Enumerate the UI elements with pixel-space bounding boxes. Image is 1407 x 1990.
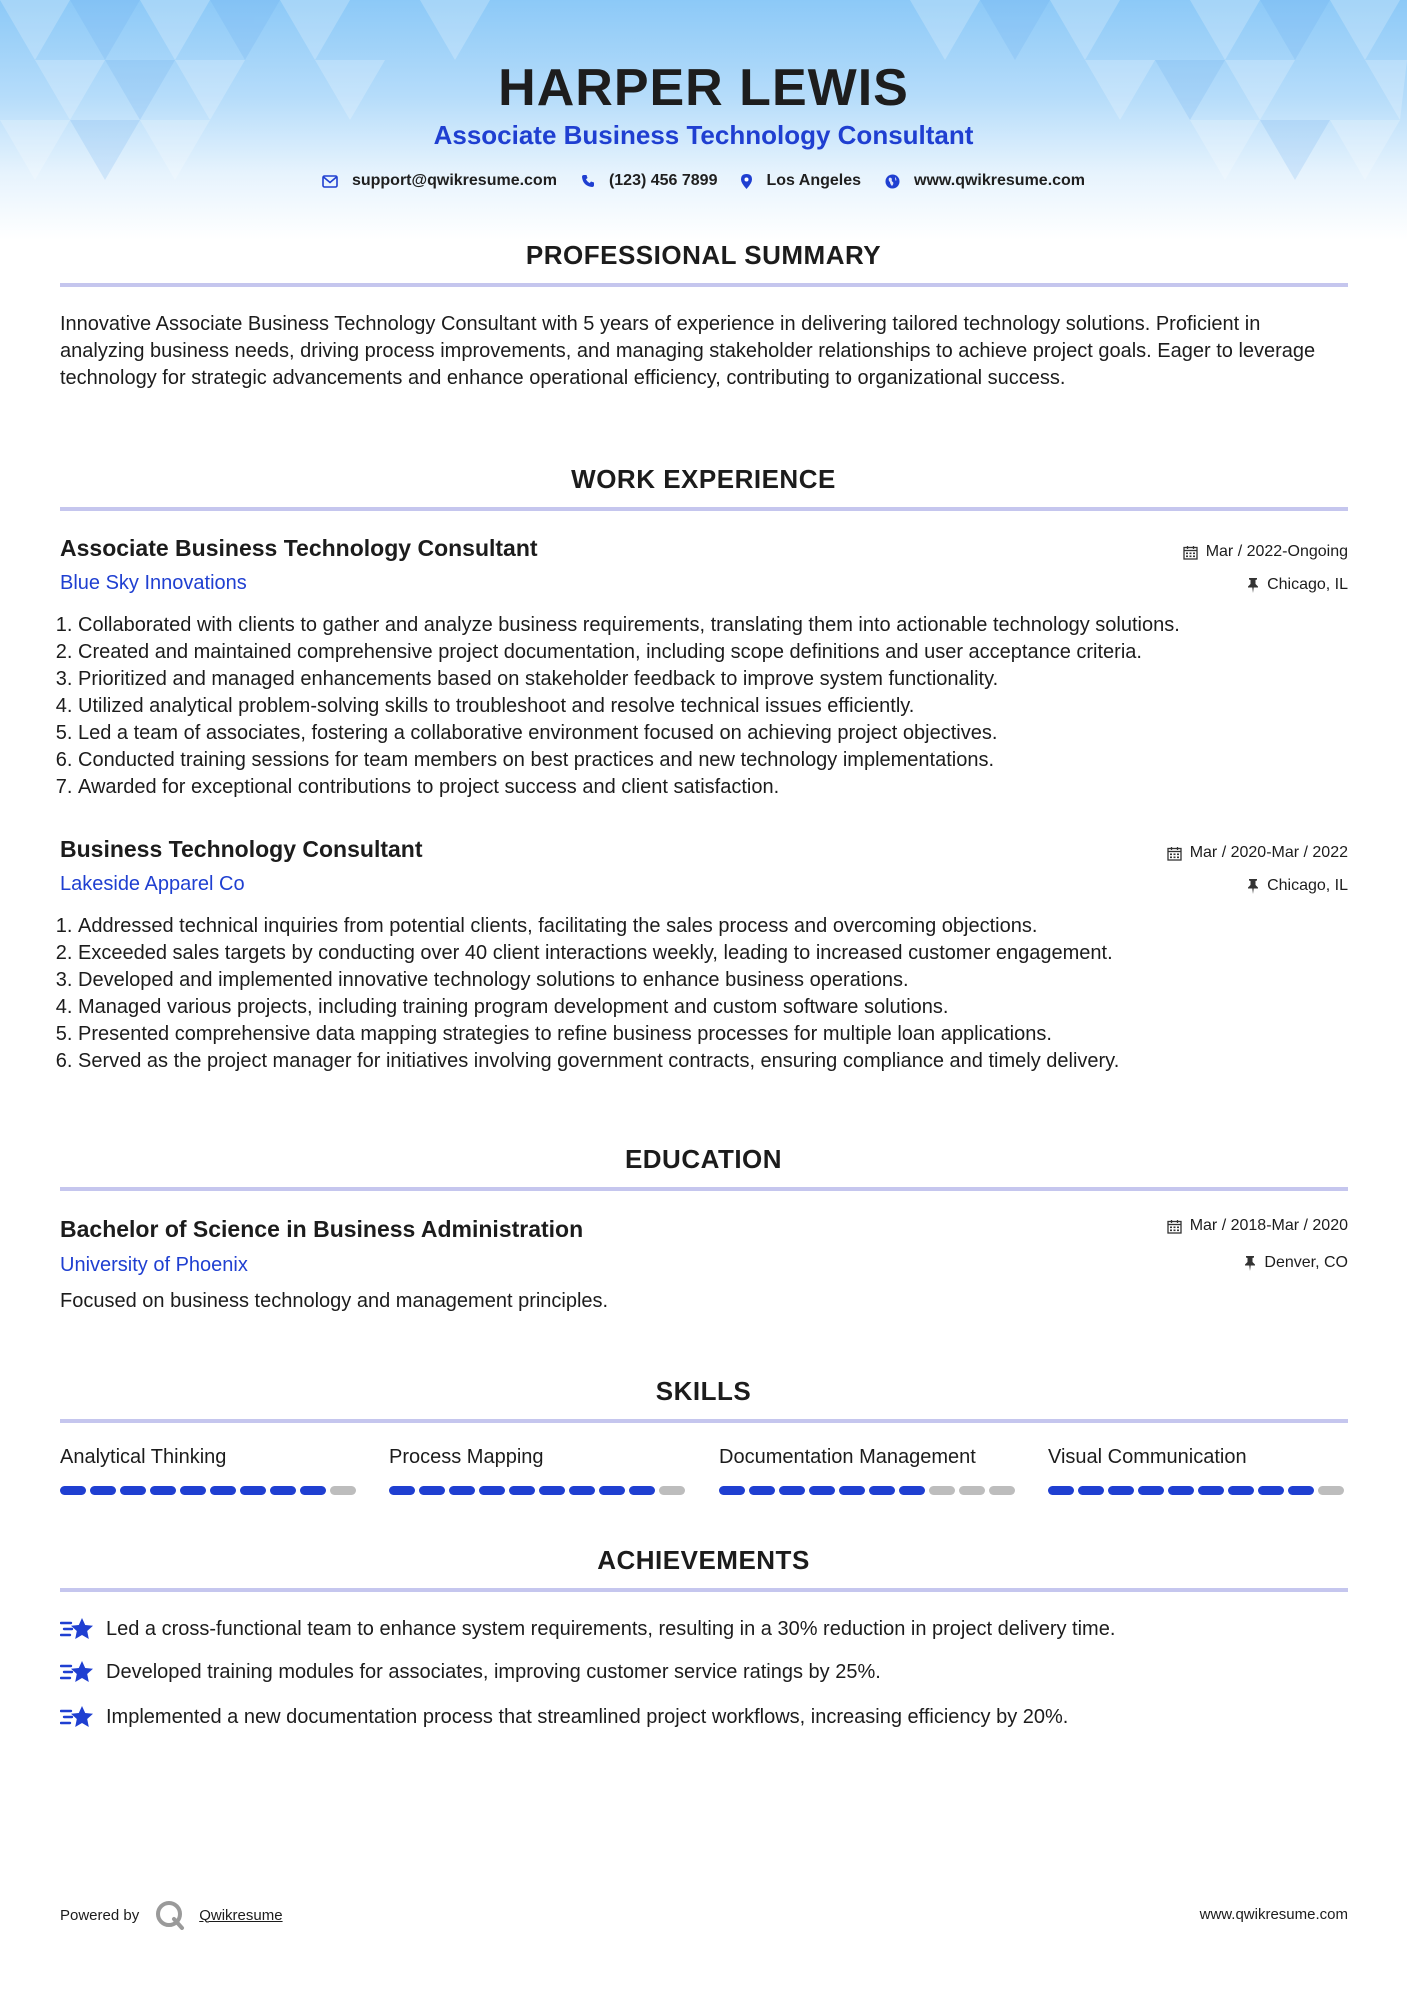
skill-item	[1048, 1446, 1348, 1495]
rating-dot-empty	[959, 1486, 985, 1495]
job-location-text: Chicago, IL	[1267, 877, 1348, 894]
rating-dot-filled	[479, 1486, 505, 1495]
skill-rating	[1048, 1486, 1348, 1495]
rating-dot-filled	[1168, 1486, 1194, 1495]
list-item: 4. Utilized analytical problem-solving skills to troubleshoot and resolve technical issues efficiently.	[78, 693, 1378, 720]
skills-divider	[60, 1419, 1348, 1423]
rating-dot-filled	[150, 1486, 176, 1495]
candidate-name: HARPER LEWIS	[498, 59, 909, 117]
map-pin-icon	[741, 174, 752, 189]
degree-title: Bachelor of Science in Business Administration	[60, 1216, 584, 1242]
list-item: 1. Addressed technical inquiries from potential clients, facilitating the sales process and overcoming objections.	[78, 913, 1378, 940]
rating-dot-filled	[899, 1486, 925, 1495]
job-location-text: Chicago, IL	[1267, 576, 1348, 593]
qwikresume-logo-icon	[155, 1900, 185, 1930]
list-item: 7. Awarded for exceptional contributions to project success and client satisfaction.	[78, 774, 1378, 801]
footer-website[interactable]: www.qwikresume.com	[1199, 1906, 1348, 1923]
contact-location-text: Los Angeles	[766, 172, 862, 189]
education-description: Focused on business technology and management principles.	[60, 1290, 609, 1312]
job-location	[1247, 576, 1348, 594]
rating-dot-filled	[1048, 1486, 1074, 1495]
phone-icon	[581, 174, 595, 188]
job-bullet-list	[54, 612, 1378, 801]
contact-phone-text: (123) 456 7899	[608, 172, 718, 189]
contact-phone[interactable]	[581, 172, 718, 190]
skills-heading: SKILLS	[655, 1376, 752, 1406]
rating-dot-filled	[1138, 1486, 1164, 1495]
contact-bar	[0, 172, 1407, 190]
achievement-item	[60, 1614, 1115, 1644]
skill-name: Documentation Management	[719, 1446, 976, 1468]
contact-email-text: support@qwikresume.com	[351, 172, 557, 189]
shooting-star-icon	[60, 1614, 94, 1644]
rating-dot-filled	[1228, 1486, 1254, 1495]
rating-dot-filled	[180, 1486, 206, 1495]
job-dates-text: Mar / 2020-Mar / 2022	[1189, 844, 1348, 861]
education-heading: EDUCATION	[624, 1144, 783, 1174]
summary-text: Innovative Associate Business Technology Consultant with 5 years of experience in delivering tailored technology solutions. Proficient in analyzing business needs, driving process improvements, and managing stakeholder relationships to achieve project goals. Eager to leverage technology for strategic advancements and enhance operational efficiency, contributing to organizational success.	[60, 313, 1316, 389]
rating-dot-filled	[749, 1486, 775, 1495]
list-item: 5. Led a team of associates, fostering a collaborative environment focused on achieving project objectives.	[78, 720, 1378, 747]
rating-dot-filled	[1108, 1486, 1134, 1495]
qwikresume-link[interactable]: Qwikresume	[199, 1906, 283, 1924]
shooting-star-icon	[60, 1702, 94, 1732]
rating-dot-filled	[419, 1486, 445, 1495]
powered-by-label: Powered by	[60, 1906, 140, 1924]
rating-dot-filled	[569, 1486, 595, 1495]
list-item: 3. Prioritized and managed enhancements based on stakeholder feedback to improve system functionality.	[78, 666, 1378, 693]
job-location	[1247, 877, 1348, 895]
rating-dot-filled	[719, 1486, 745, 1495]
skill-name: Analytical Thinking	[60, 1446, 227, 1468]
rating-dot-filled	[809, 1486, 835, 1495]
summary-heading: PROFESSIONAL SUMMARY	[525, 240, 882, 270]
job-dates	[1183, 543, 1348, 561]
footer-branding	[60, 1900, 283, 1930]
shooting-star-icon	[60, 1657, 94, 1687]
list-item: 4. Managed various projects, including training program development and custom software solutions.	[78, 994, 1378, 1021]
globe-icon	[885, 174, 900, 189]
school-name: University of Phoenix	[60, 1254, 248, 1276]
rating-dot-filled	[539, 1486, 565, 1495]
achievements-divider	[60, 1588, 1348, 1592]
job-dates	[1167, 844, 1348, 862]
rating-dot-filled	[1288, 1486, 1314, 1495]
pushpin-icon	[1244, 1256, 1256, 1271]
experience-divider	[60, 507, 1348, 511]
achievement-text: Developed training modules for associates, improving customer service ratings by 25%.	[106, 1660, 881, 1683]
rating-dot-filled	[300, 1486, 326, 1495]
skill-item	[719, 1446, 1019, 1495]
list-item: 5. Presented comprehensive data mapping strategies to refine business processes for multiple loan applications.	[78, 1021, 1378, 1048]
rating-dot-filled	[449, 1486, 475, 1495]
rating-dot-filled	[1258, 1486, 1284, 1495]
company-name: Lakeside Apparel Co	[60, 873, 245, 895]
education-location-text: Denver, CO	[1264, 1254, 1348, 1271]
achievements-heading: ACHIEVEMENTS	[597, 1545, 810, 1575]
rating-dot-empty	[330, 1486, 356, 1495]
rating-dot-filled	[210, 1486, 236, 1495]
skill-name: Visual Communication	[1048, 1446, 1247, 1468]
rating-dot-filled	[779, 1486, 805, 1495]
skill-rating	[719, 1486, 1019, 1495]
rating-dot-filled	[869, 1486, 895, 1495]
rating-dot-filled	[629, 1486, 655, 1495]
job-dates-text: Mar / 2022-Ongoing	[1205, 543, 1348, 560]
list-item: 2. Exceeded sales targets by conducting over 40 client interactions weekly, leading to increased customer engagement.	[78, 940, 1378, 967]
rating-dot-filled	[389, 1486, 415, 1495]
achievement-item	[60, 1657, 881, 1687]
skill-item	[60, 1446, 360, 1495]
rating-dot-filled	[60, 1486, 86, 1495]
rating-dot-filled	[599, 1486, 625, 1495]
rating-dot-empty	[1318, 1486, 1344, 1495]
rating-dot-filled	[1198, 1486, 1224, 1495]
rating-dot-empty	[989, 1486, 1015, 1495]
rating-dot-filled	[839, 1486, 865, 1495]
calendar-icon	[1167, 1219, 1182, 1234]
achievement-item	[60, 1702, 1068, 1732]
contact-website-text: www.qwikresume.com	[914, 172, 1086, 189]
company-name: Blue Sky Innovations	[60, 572, 247, 594]
education-divider	[60, 1187, 1348, 1191]
pushpin-icon	[1247, 879, 1259, 894]
rating-dot-filled	[120, 1486, 146, 1495]
skill-rating	[60, 1486, 360, 1495]
pushpin-icon	[1247, 578, 1259, 593]
skill-name: Process Mapping	[389, 1446, 544, 1468]
list-item: 3. Developed and implemented innovative technology solutions to enhance business operations.	[78, 967, 1378, 994]
job-bullet-list	[54, 913, 1378, 1075]
rating-dot-empty	[659, 1486, 685, 1495]
experience-heading: WORK EXPERIENCE	[571, 464, 836, 494]
skill-rating	[389, 1486, 689, 1495]
summary-divider	[60, 283, 1348, 287]
contact-website[interactable]	[885, 172, 1085, 190]
candidate-title: Associate Business Technology Consultant	[433, 120, 974, 150]
skill-item	[389, 1446, 689, 1495]
rating-dot-filled	[270, 1486, 296, 1495]
list-item: 6. Conducted training sessions for team members on best practices and new technology implementations.	[78, 747, 1378, 774]
rating-dot-filled	[240, 1486, 266, 1495]
job-title: Associate Business Technology Consultant	[60, 535, 538, 561]
calendar-icon	[1167, 846, 1182, 861]
rating-dot-filled	[90, 1486, 116, 1495]
education-dates	[1167, 1217, 1348, 1235]
envelope-icon	[322, 175, 338, 188]
calendar-icon	[1183, 545, 1198, 560]
rating-dot-filled	[1078, 1486, 1104, 1495]
achievement-text: Implemented a new documentation process that streamlined project workflows, increasing efficiency by 20%.	[106, 1705, 1069, 1728]
list-item: 1. Collaborated with clients to gather and analyze business requirements, translating them into actionable technology solutions.	[78, 612, 1378, 639]
education-dates-text: Mar / 2018-Mar / 2020	[1189, 1217, 1348, 1234]
rating-dot-filled	[509, 1486, 535, 1495]
list-item: 6. Served as the project manager for initiatives involving government contracts, ensuring compliance and timely delivery.	[78, 1048, 1378, 1075]
contact-email[interactable]	[322, 172, 557, 190]
rating-dot-empty	[929, 1486, 955, 1495]
list-item: 2. Created and maintained comprehensive project documentation, including scope definitions and user acceptance criteria.	[78, 639, 1378, 666]
education-location	[1244, 1254, 1348, 1272]
achievement-text: Led a cross-functional team to enhance system requirements, resulting in a 30% reduction in project delivery time.	[106, 1617, 1116, 1640]
contact-location	[741, 172, 861, 190]
job-title: Business Technology Consultant	[60, 836, 423, 862]
